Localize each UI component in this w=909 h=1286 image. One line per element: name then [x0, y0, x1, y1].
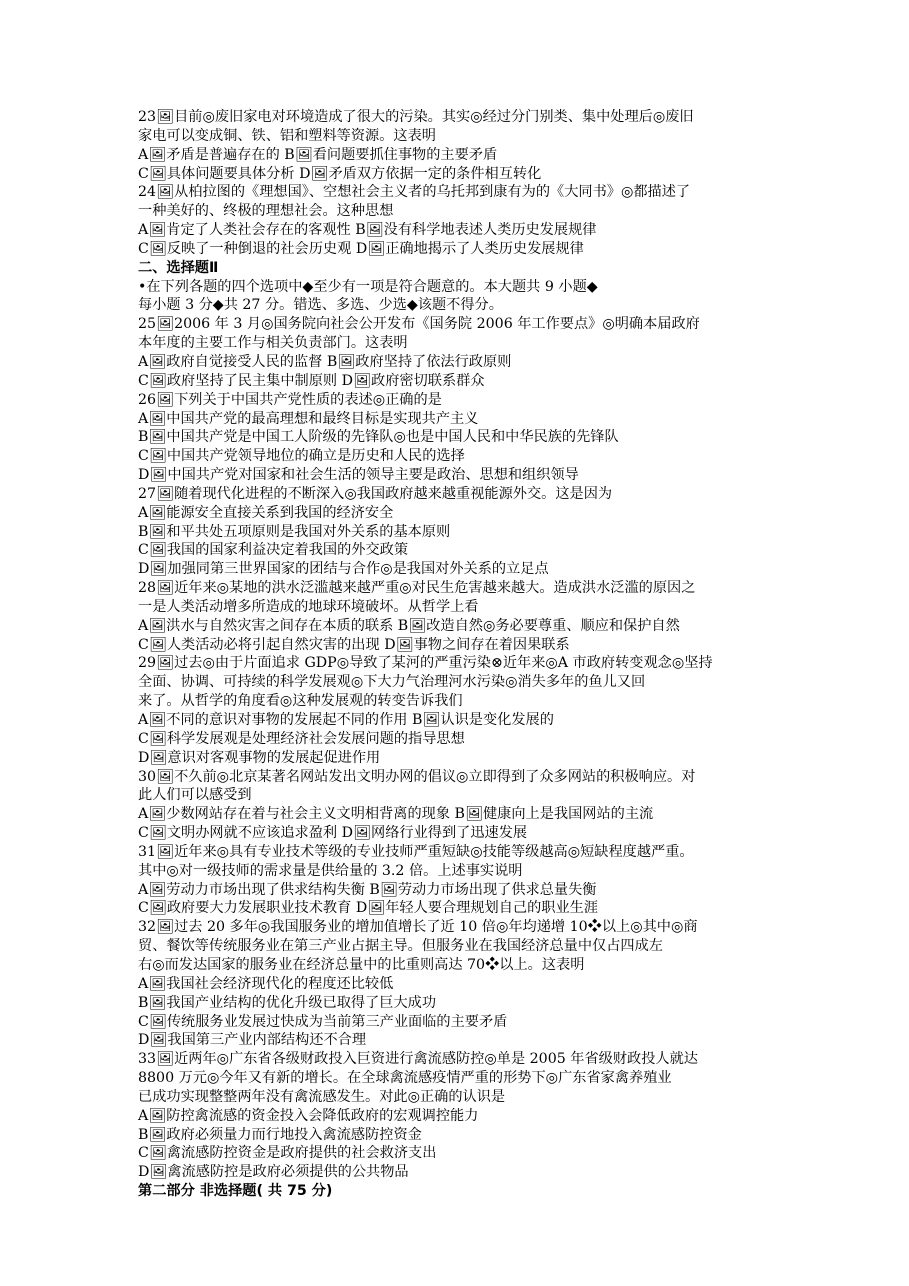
text-line: 8800 万元◎今年又有新的增长。在全球禽流感疫情严重的形势下◎广东省家禽养殖业	[138, 1070, 672, 1087]
text-line: A🖼能源安全直接关系到我国的经济安全	[138, 504, 394, 521]
text-line: D🖼加强同第三世界国家的团结与合作◎是我国对外关系的立足点	[138, 561, 549, 578]
text-line: C🖼反映了一种倒退的社会历史观 D🖼正确地揭示了人类历史发展规律	[138, 240, 584, 257]
text-line: C🖼政府要大力发展职业技术教育 D🖼年轻人要合理规划自己的职业生涯	[138, 900, 599, 917]
text-line: A🖼肯定了人类社会存在的客观性 B🖼没有科学地表述人类历史发展规律	[138, 222, 597, 239]
text-line: 一是人类活动增多所造成的地球环境破坏。从哲学上看	[138, 598, 479, 615]
text-line: C🖼我国的国家利益决定着我国的外交政策	[138, 542, 409, 559]
text-line: C🖼中国共产党领导地位的确立是历史和人民的选择	[138, 448, 465, 465]
text-line: 家电可以变成铜、铁、铝和塑料等资源。这表明	[138, 127, 436, 144]
text-line: A🖼矛盾是普遍存在的 B🖼看问题要抓住事物的主要矛盾	[138, 146, 498, 163]
text-line: C🖼禽流感防控资金是政府提供的社会救济支出	[138, 1145, 437, 1162]
text-line: B🖼政府必须量力而行地投入禽流感防控资金	[138, 1126, 422, 1143]
section-heading: 二、选择题Ⅱ	[138, 259, 219, 276]
text-line: 其中◎对一级技师的需求量是供给量的 3.2 倍。上述事实说明	[138, 862, 523, 879]
section-heading: 第二部分 非选择题( 共 75 分)	[138, 1183, 333, 1200]
text-line: •在下列各题的四个选项中◆至少有一项是符合题意的。本大题共 9 小题◆	[138, 278, 598, 295]
text-line: 26🖼下列关于中国共产党性质的表述◎正确的是	[138, 391, 442, 408]
text-line: A🖼洪水与自然灾害之间存在本质的联系 B🖼改造自然◎务必要尊重、顺应和保护自然	[138, 617, 680, 634]
text-line: A🖼防控禽流感的资金投入会降低政府的宏观调控能力	[138, 1107, 479, 1124]
text-line: 已成功实现整整两年没有禽流感发生。对此◎正确的认识是	[138, 1088, 506, 1105]
text-line: C🖼政府坚持了民主集中制原则 D🖼政府密切联系群众	[138, 372, 485, 389]
text-line: 28🖼近年来◎某地的洪水泛滥越来越严重◎对民生危害越来越大。造成洪水泛滥的原因之	[138, 580, 696, 597]
text-line: A🖼我国社会经济现代化的程度还比较低	[138, 975, 394, 992]
text-line: 24🖼从柏拉图的《理想国》、空想社会主义者的乌托邦到康有为的《大同书》◎都描述了	[138, 184, 691, 201]
text-line: 一种美好的、终极的理想社会。这种思想	[138, 203, 394, 220]
text-line: C🖼具体问题要具体分析 D🖼矛盾双方依据一定的条件相互转化	[138, 165, 542, 182]
text-line: D🖼禽流感防控是政府必须提供的公共物品	[138, 1164, 409, 1181]
text-line: A🖼劳动力市场出现了供求结构失衡 B🖼劳动力市场出现了供求总量失衡	[138, 881, 597, 898]
text-line: C🖼传统服务业发展过快成为当前第三产业面临的主要矛盾	[138, 1013, 508, 1030]
text-line: D🖼意识对客观事物的发展起促进作用	[138, 749, 381, 766]
text-line: A🖼政府自觉接受人民的监督 B🖼政府坚持了依法行政原则	[138, 353, 512, 370]
text-line: A🖼不同的意识对事物的发展起不同的作用 B🖼认识是变化发展的	[138, 712, 554, 728]
text-line: A🖼少数网站存在着与社会主义文明相背离的现象 B🖼健康向上是我国网站的主流	[138, 806, 654, 823]
text-line: 本年度的主要工作与相关负责部门。这表明	[138, 335, 408, 352]
text-line: 来了。从哲学的角度看◎这种发展观的转变告诉我们	[138, 693, 463, 710]
text-line: C🖼科学发展观是处理经济社会发展问题的指导思想	[138, 730, 465, 747]
text-line: D🖼我国第三产业内部结构还不合理	[138, 1032, 367, 1049]
text-line: 33🖼近两年◎广东省各级财政投入巨资进行禽流感防控◎单是 2005 年省级财政投人就达	[138, 1051, 698, 1068]
text-line: 每小题 3 分◆共 27 分。错选、多选、少选◆该题不得分。	[138, 297, 503, 314]
text-line: 25🖼2006 年 3 月◎国务院向社会公开发布《国务院 2006 年工作要点》◎明确本届政府	[138, 316, 700, 333]
text-line: C🖼文明办网就不应该追求盈利 D🖼网络行业得到了迅速发展	[138, 825, 528, 842]
text-line: 27🖼随着现代化进程的不断深入◎我国政府越来越重视能源外交。这是因为	[138, 485, 613, 502]
text-line: 32🖼过去 20 多年◎我国服务业的增加值增长了近 10 倍◎年均递增 10❖以上◎其中◎商	[138, 919, 698, 936]
text-line: 31🖼近年来◎具有专业技术等级的专业技师严重短缺◎技能等级越高◎短缺程度越严重。	[138, 843, 694, 860]
text-line: 贸、餐饮等传统服务业在第三产业占据主导。但服务业在我国经济总量中仅占四成左	[138, 938, 663, 955]
text-line: 全面、协调、可持续的科学发展观◎下大力气治理河水污染◎消失多年的鱼儿又回	[138, 674, 646, 691]
text-line: B🖼中国共产党是中国工人阶级的先锋队◎也是中国人民和中华民族的先锋队	[138, 429, 619, 446]
text-line: 右◎而发达国家的服务业在经济总量中的比重则高达 70❖以上。这表明	[138, 956, 585, 973]
text-line: C🖼人类活动必将引起自然灾害的出现 D🖼事物之间存在着因果联系	[138, 636, 570, 653]
text-line: 23🖼目前◎废旧家电对环境造成了很大的污染。其实◎经过分门别类、集中处理后◎废旧	[138, 109, 694, 125]
text-line: 30🖼不久前◎北京某著名网站发出文明办网的倡议◎立即得到了众多网站的积极响应。对	[138, 768, 696, 785]
text-line: B🖼我国产业结构的优化升级已取得了巨大成功	[138, 994, 437, 1011]
text-line: D🖼中国共产党对国家和社会生活的领导主要是政治、思想和组织领导	[138, 467, 579, 484]
text-line: B🖼和平共处五项原则是我国对外关系的基本原则	[138, 523, 451, 540]
document-page	[138, 108, 778, 1201]
text-line: 此人们可以感受到	[138, 787, 252, 804]
text-line: A🖼中国共产党的最高理想和最终目标是实现共产主义	[138, 410, 479, 427]
text-line: 29🖼过去◎由于片面追求 GDP◎导致了某河的严重污染⊗近年来◎A 市政府转变观念◎坚持	[138, 655, 713, 672]
